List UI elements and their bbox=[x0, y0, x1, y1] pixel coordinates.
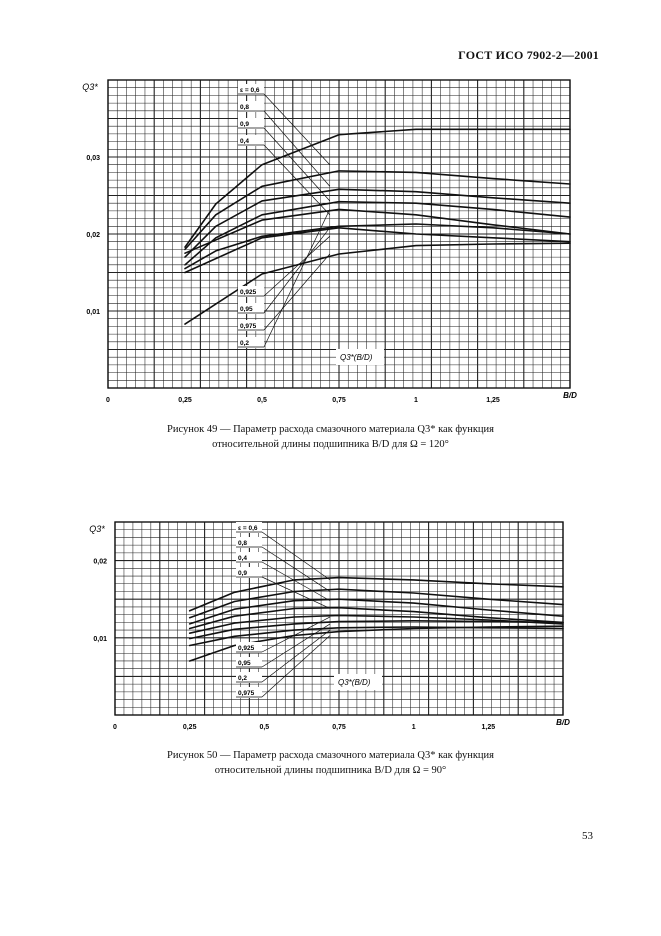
y-tick-label: 0,01 bbox=[86, 309, 100, 316]
x-axis-label-text: B/D bbox=[563, 391, 577, 400]
x-tick-label: 1,25 bbox=[486, 397, 500, 404]
figure-49-chart bbox=[0, 70, 661, 415]
x-axis-label-text: B/D bbox=[556, 718, 570, 727]
y-axis-label: Q3* bbox=[82, 82, 98, 92]
y-tick-label: 0,02 bbox=[93, 558, 107, 566]
formula-label bbox=[336, 349, 384, 365]
x-tick-label: 0 bbox=[106, 397, 110, 404]
x-axis-label bbox=[556, 718, 570, 727]
y-axis-label: Q3* bbox=[89, 524, 105, 534]
series-leader-line bbox=[264, 111, 330, 186]
series-leader-line bbox=[262, 635, 330, 697]
standard-header: ГОСТ ИСО 7902-2—2001 bbox=[458, 48, 599, 62]
series-leader-line bbox=[262, 532, 330, 580]
series-label: 0,95 bbox=[238, 660, 251, 667]
series-label: 0,975 bbox=[240, 323, 257, 330]
series-labels bbox=[238, 84, 330, 348]
series-label: 0,925 bbox=[238, 645, 255, 652]
series-label: 0,975 bbox=[238, 690, 255, 697]
formula-label bbox=[334, 674, 382, 690]
y-tick-label: 0,01 bbox=[93, 635, 107, 643]
series-label: ε = 0,6 bbox=[240, 87, 260, 94]
grid bbox=[108, 80, 570, 388]
y-tick-label: 0,03 bbox=[86, 155, 100, 162]
figure-49-caption bbox=[0, 422, 661, 452]
series-label: 0,4 bbox=[238, 555, 248, 562]
series-label: 0,4 bbox=[240, 138, 250, 145]
series-label: 0,2 bbox=[240, 340, 250, 347]
figure-50-caption-line2: относительной длины подшипника B/D для Ω = 90° bbox=[214, 765, 447, 776]
series-line bbox=[190, 589, 563, 618]
figure-49-caption-line1: Рисунок 49 — Параметр расхода смазочного материала Q3* как функция bbox=[167, 424, 494, 435]
x-tick-label: 1 bbox=[411, 724, 416, 731]
x-tick-label: 0 bbox=[113, 724, 117, 731]
series-line bbox=[185, 171, 570, 250]
x-tick-label: 0,75 bbox=[332, 724, 346, 731]
x-tick-label: 0,5 bbox=[259, 724, 270, 731]
figure-50-chart bbox=[0, 510, 661, 742]
series-leader-line bbox=[264, 94, 330, 165]
series-label: 0,8 bbox=[238, 540, 248, 547]
series-label: ε = 0,6 bbox=[238, 525, 258, 532]
x-tick-label: 1 bbox=[414, 397, 418, 404]
series-label: 0,95 bbox=[240, 306, 253, 313]
page-number: 53 bbox=[582, 830, 593, 842]
series-line bbox=[190, 578, 563, 611]
formula-label-text: Q3*(B/D) bbox=[338, 678, 371, 687]
series-label: 0,925 bbox=[240, 289, 257, 296]
figure-49-caption-line2: относительной длины подшипника B/D для Ω = 120° bbox=[212, 439, 449, 450]
figure-50-caption bbox=[0, 748, 661, 778]
x-tick-label: 0,75 bbox=[332, 397, 346, 404]
x-axis-label bbox=[563, 391, 577, 400]
series-label: 0,8 bbox=[240, 104, 250, 111]
formula-label-text: Q3*(B/D) bbox=[340, 353, 373, 362]
series-leader-line bbox=[264, 236, 330, 296]
y-tick-label: 0,02 bbox=[86, 232, 100, 239]
x-tick-label: 0,5 bbox=[257, 397, 267, 404]
series-label: 0,9 bbox=[240, 121, 250, 128]
series-label: 0,2 bbox=[238, 675, 248, 682]
x-tick-label: 0,25 bbox=[182, 724, 197, 731]
x-tick-label: 0,25 bbox=[178, 397, 192, 404]
x-tick-label: 1,25 bbox=[481, 724, 496, 731]
figure-50-caption-line1: Рисунок 50 — Параметр расхода смазочного материала Q3* как функция bbox=[167, 750, 494, 761]
series-label: 0,9 bbox=[238, 570, 248, 577]
